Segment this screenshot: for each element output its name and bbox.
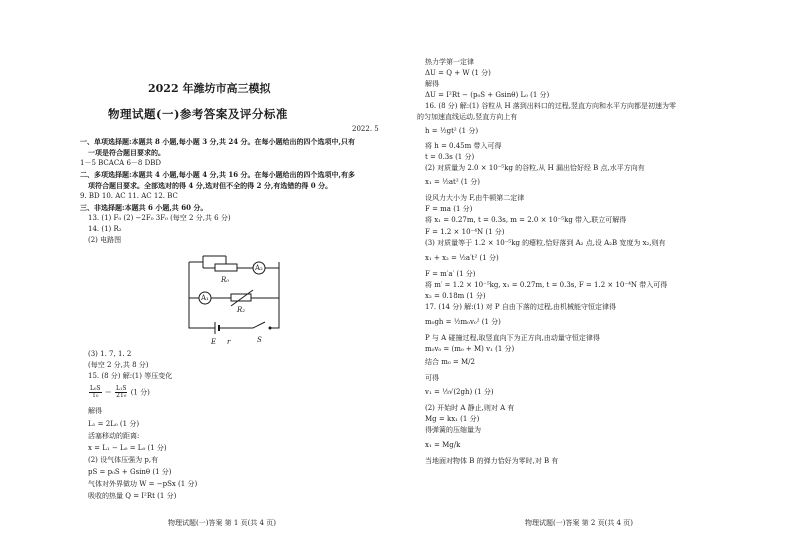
r-line-15: F = 1.2 × 10⁻⁴N (1 分) [425, 228, 505, 236]
ammeter-a2-label: A₂ [255, 264, 263, 272]
r-line-16: (3) 对质量等于 1.2 × 10⁻⁵kg 的瘪粒,恰好落到 A₂ 点,设 A₂B 宽度为 x₂,则有 [425, 239, 666, 247]
q16-intro-cont: 的匀加速直线运动,竖直方向上有 [417, 113, 518, 121]
r-line-12: 设风力大小为 F,由牛顿第二定律 [425, 194, 525, 202]
resistor-r2-label: R₂ [237, 306, 246, 314]
q15-part2: (2) 设气体压强为 p,有 [88, 456, 159, 464]
ammeter-a1-label: A₁ [201, 294, 209, 302]
q15-work-eq: 气体对外界做功 W = −pSx (1 分) [88, 480, 198, 488]
r-line-24: m₀v₀ = (m₀ + M) v₁ (1 分) [425, 345, 515, 353]
section1-header-cont: 一项是符合题目要求的。 [88, 148, 165, 157]
internal-resistance-label: r [227, 338, 231, 346]
r-line-3: 解得 [425, 80, 439, 88]
exam-title: 2022 年潍坊市高三模拟 [148, 82, 271, 95]
q14-score: (每空 2 分,共 8 分) [88, 361, 149, 369]
r-line-22: m₀gh = ½m₀v₀² (1 分) [425, 318, 501, 326]
section2-header: 二、多项选择题:本题共 4 小题,每小题 4 分,共 16 分。在每小题给出的四个选项中,有多 [80, 170, 355, 179]
q13-answer: 13. (1) F₀ (2) −2F₀ 3F₀ (每空 2 分,共 6 分) [88, 214, 231, 222]
r-line-23: P 与 A 碰撞过程,取竖直向下为正方向,由动量守恒定律得 [425, 334, 600, 342]
r-line-18: F = m′a′ (1 分) [425, 270, 476, 278]
q15-equation-1: $\frac{\text{L₀S}}{\text{T₀}}$ ＝ $\frac{\text{L₁S}}{\text{2T₀}}$ (1 分) [90, 385, 150, 399]
r-line-17: x₁ + x₂ = ½a′t² (1 分) [425, 254, 499, 262]
r-line-26: 可得 [425, 374, 439, 382]
q16-intro: 16. (8 分) 解:(1) 谷粒从 H 落到出料口的过程,竖直方向和水平方向都是初速为零 [425, 102, 677, 110]
q15-heat-eq: 吸收的热量 Q = I²Rt (1 分) [88, 492, 177, 500]
right-page [397, 0, 794, 558]
q17-intro: 17. (14 分) 解:(1) 对 P 自由下落的过程,由机械能守恒定律得 [425, 303, 617, 311]
q14-part1: 14. (1) R₂ [88, 225, 122, 233]
section1-header: 一、单项选择题:本题共 8 小题,每小题 3 分,共 24 分。在每小题给出的四个选项中,只有 [80, 137, 355, 146]
q16-h-equation: h = ½gt² (1 分) [425, 127, 479, 135]
page-footer-2: 物理试题(一)答案 第 2 页(共 4 页) [525, 519, 633, 527]
q15-x-equation: x = L₁ − L₀ = L₀ (1 分) [88, 444, 167, 452]
q14-part2: (2) 电路图 [88, 236, 122, 244]
r-line-25: 结合 m₀ = M/2 [425, 358, 475, 366]
r-line-2: ΔU = Q + W (1 分) [425, 69, 491, 77]
r-line-20: x₂ = 0.18m (1 分) [425, 292, 486, 300]
r-line-14: 将 x₁ = 0.27m, t = 0.3s, m = 2.0 × 10⁻⁵kg 带入,联立可解得 [425, 216, 627, 224]
emf-label: E [211, 338, 217, 346]
q15-intro: 15. (8 分) 解:(1) 等压变化 [88, 372, 173, 380]
r-line-32: 当地面对物体 B 的弹力恰好为零时,对 B 有 [425, 457, 559, 465]
r-line-31: x₁ = Mg/k [425, 441, 461, 449]
r-line-8: 将 h = 0.45m 带入可得 [425, 142, 502, 150]
r-line-4: ΔU = I²Rt − (p₀S + Gsinθ) L₀ (1 分) [425, 91, 550, 99]
answer-key-title: 物理试题(一)参考答案及评分标准 [108, 107, 288, 121]
r-line-29: Mg = kx₁ (1 分) [425, 415, 480, 423]
r-line-10: (2) 对质量为 2.0 × 10⁻⁵kg 的谷粒,从 H 漏出恰好经 B 点,水平方向有 [425, 164, 645, 172]
section2-answers: 9. BD 10. AC 11. AC 12. BC [80, 192, 178, 200]
r-line-9: t = 0.3s (1 分) [425, 153, 475, 161]
r-line-13: F = ma (1 分) [425, 205, 473, 213]
switch-label: S [257, 336, 262, 344]
r-line-30: 得弹簧的压缩量为 [425, 426, 481, 434]
q15-solve: 解得 [88, 407, 102, 415]
r-line-28: (2) 开始时 A 静止,则对 A 有 [425, 404, 515, 412]
r-line-27: v₁ = ⅓√(2gh) (1 分) [425, 388, 494, 396]
section2-header-cont: 项符合题目要求。全部选对的得 4 分,选对但不全的得 2 分,有选错的得 0 分。 [88, 181, 333, 190]
exam-date: 2022. 5 [352, 125, 379, 133]
r-line-11: x₁ = ½at² (1 分) [425, 178, 481, 186]
q15-piston-distance: 活塞移动的距离: [88, 432, 140, 440]
q15-pressure-eq: pS = p₀S + Gsinθ (1 分) [88, 468, 172, 476]
r-line-19: 将 m′ = 1.2 × 10⁻⁵kg, x₁ = 0.27m, t = 0.3s, F = 1.2 × 10⁻⁴N 带入可得 [425, 281, 668, 289]
section1-answers: 1－5 BCACA 6－8 DBD [80, 159, 161, 167]
r-line-1: 热力学第一定律 [425, 58, 474, 66]
q15-result-l1: L₁ = 2L₀ (1 分) [88, 420, 140, 428]
section3-header: 三、非选择题:本题共 6 小题,共 60 分。 [80, 203, 208, 212]
circuit-diagram [175, 250, 295, 346]
q14-part3: (3) 1. 7, 1. 2 [88, 350, 132, 358]
page-footer-1: 物理试题(一)答案 第 1 页(共 4 页) [168, 519, 276, 527]
resistor-r0-label: R₀ [221, 276, 230, 284]
